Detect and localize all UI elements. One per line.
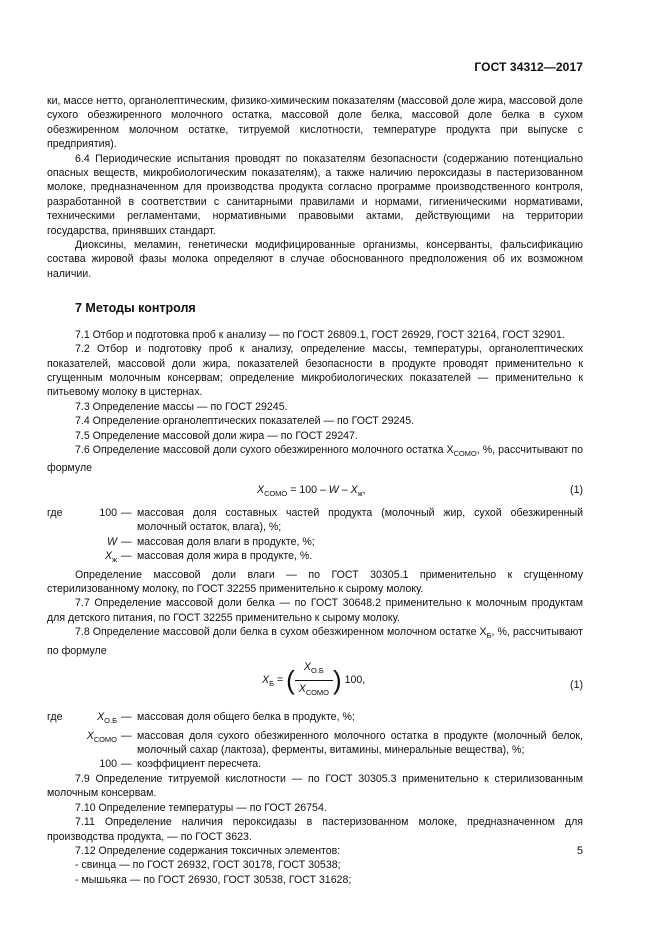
method-7-4: 7.4 Определение органолептических показателей — по ГОСТ 29245. (75, 415, 415, 428)
formula-1-expression: $X_{СОМО} = 100 - W - X_ж$, (257, 483, 366, 498)
def-symbol: 100 (99, 506, 117, 519)
formula-2-fraction: $\frac{X_{О.Б}}{X_{СОМО}}$ (295, 660, 333, 700)
paragraph-dioxins: Диоксины, меламин, генетически модифицированные организмы, консерванты, фальсификацию состава жировой фазы молока определяют в случае обоснованного предположения об их возможном наличии. (47, 239, 583, 280)
def-symbol: $X_ж$ (104, 550, 117, 565)
formula-2-number: (1) (570, 679, 583, 692)
method-7-12: 7.12 Определение содержания токсичных элементов: (75, 844, 341, 857)
def-dash: — (121, 729, 132, 742)
def-dash: — (121, 535, 132, 548)
def-dash: — (121, 711, 132, 724)
method-7-2: 7.2 Отбор и подготовку проб к анализу, определение массы, температуры, органолептических показателей, массовой доли жира, показателей безопасности в продукте проводят применительно к сгущенным молочным консервам; определение микробиологических показателей — применительно к питьевому молоку в цистернах. (47, 343, 583, 399)
document-body (47, 94, 583, 887)
formula-1-number: (1) (570, 483, 583, 496)
def-text: массовая доля жира в продукте, %. (137, 550, 313, 563)
page-number: 5 (576, 845, 583, 857)
method-7-12-arsenic: - мышьяка — по ГОСТ 26930, ГОСТ 30538, ГОСТ 31628; (75, 873, 352, 886)
method-7-1: 7.1 Отбор и подготовка проб к анализу — по ГОСТ 26809.1, ГОСТ 26929, ГОСТ 32164, ГОСТ 32901. (75, 328, 565, 341)
method-7-6-moisture: Определение массовой доли влаги — по ГОСТ 30305.1 применительно к сгущенному стерилизованному молоку, по ГОСТ 32255 применительно к сырому молоку. (47, 568, 583, 595)
def-text: массовая доля общего белка в продукте, %; (137, 711, 355, 724)
def-text: массовая доля составных частей продукта (молочный жир, сухой обезжиренный молочный остаток, влага), %; (137, 506, 583, 534)
paragraph-6-4: 6.4 Периодические испытания проводят по показателям безопасности (содержанию потенциально опасных веществ, микробиологическим показателям), а также наличию пероксидазы в пастеризованном молоке, предназначенном для производства продукта согласно программе производственного контроля, разработанной в соответствии с санитарными правилами и нормами, гигиеническими нормативами, техническими регламентами, нормативными правовыми актами, действующими на территории государства, принявших стандарт. (47, 152, 583, 237)
formula-1 (47, 476, 583, 506)
def-text: массовая доля сухого обезжиренного молочного остатка в продукте (молочный белок, молочный сахар (лактоза), ферменты, витамины, минеральные вещества), %; (137, 729, 583, 757)
method-7-8: 7.8 Определение массовой доли белка в сухом обезжиренном молочном остатке $X_Б$, %, рассчитывают по формуле (47, 626, 583, 657)
definitions-formula-2 (47, 710, 583, 772)
def-dash: — (121, 758, 132, 771)
def-symbol: 100 (99, 758, 117, 771)
method-7-3: 7.3 Определение массы — по ГОСТ 29245. (75, 400, 288, 413)
paragraph-continuation: ки, массе нетто, органолептическим, физико-химическим показателям (массовой доле жира, массовой доле сухого обезжиренного молочного остатка, массовой доле белка, массовой доле белка в сухом обезжиренном молочном остатке, титруемой кислотности, температуре продукта при выпуске с предприятия). (47, 95, 583, 151)
method-7-11: 7.11 Определение наличия пероксидазы в пастеризованном молоке, предназначенном для производства продукта, — по ГОСТ 3623. (47, 816, 583, 843)
def-dash: — (121, 506, 132, 519)
def-dash: — (121, 550, 132, 563)
document-id-header: ГОСТ 34312—2017 (474, 60, 583, 74)
where-label: где (47, 711, 63, 724)
def-text: коэффициент пересчета. (137, 758, 262, 771)
def-symbol: W (107, 535, 117, 548)
def-text: массовая доля влаги в продукте, %; (137, 535, 315, 548)
formula-2-expression: $X_Б$ = ( $\frac{X_{О.Б}}{X_{СОМО}}$ ) 100, (262, 660, 365, 700)
method-7-7: 7.7 Определение массовой доли белка — по ГОСТ 30648.2 применительно к молочным продуктам для детского питания, по ГОСТ 32255 применительно к сырому молоку. (47, 597, 583, 624)
where-label: где (47, 506, 63, 519)
definitions-formula-1 (47, 506, 583, 568)
method-7-12-lead: - свинца — по ГОСТ 26932, ГОСТ 30178, ГОСТ 30538; (75, 859, 341, 872)
method-7-10: 7.10 Определение температуры — по ГОСТ 26754. (75, 801, 327, 814)
def-symbol: $X_{О.Б}$ (97, 711, 117, 726)
def-symbol: $X_{СОМО}$ (86, 729, 117, 744)
method-7-9: 7.9 Определение титруемой кислотности — по ГОСТ 30305.3 применительно к стерилизованным молочным консервам. (47, 772, 583, 800)
section-title: 7 Методы контроля (75, 301, 196, 316)
method-7-5: 7.5 Определение массовой доли жира — по ГОСТ 29247. (75, 429, 358, 442)
formula-2 (47, 658, 583, 710)
method-7-6: 7.6 Определение массовой доли сухого обезжиренного молочного остатка $X_{СОМО}$, %, рассчитывают по формуле (47, 443, 583, 475)
